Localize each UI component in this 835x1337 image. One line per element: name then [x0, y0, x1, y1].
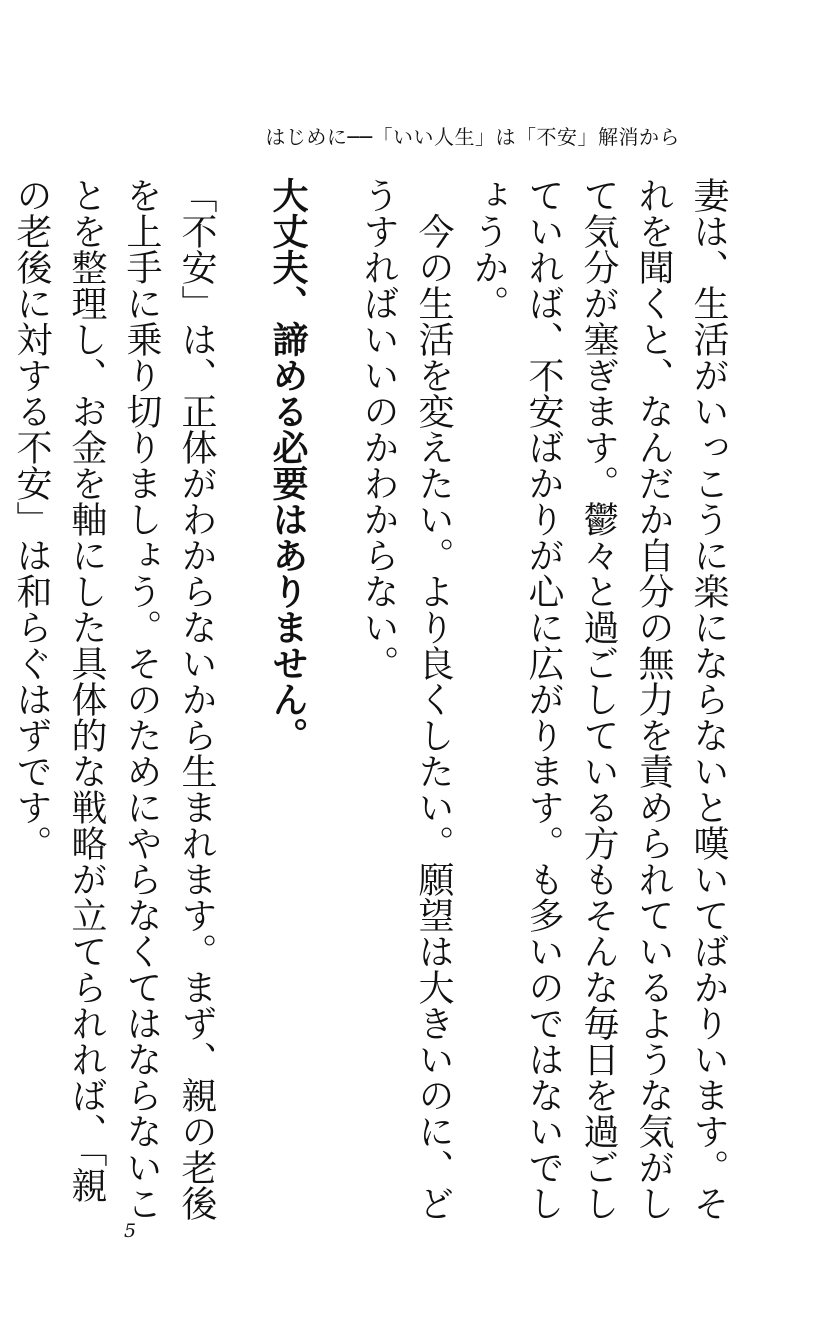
paragraph-1-continuation: も多いのではないでしょうか。: [468, 177, 564, 1221]
paragraph-4: [0, 177, 4, 1227]
body-text: [11, 177, 736, 1227]
paragraph-1: [461, 177, 736, 1227]
paragraph-2: 今の生活を変えたい。より良くしたい。願望は大きいのに、どうすればいいのかわからない。: [358, 177, 454, 1221]
paragraph-3: 「不安」は、正体がわからないから生まれます。まず、親の老後を上手に乗り切りましょう。そのためにやらなくてはならないことを整理し、お金を軸にした具体的な戦略が立てられれば、「親の老後に対する不安」は和らぐはずです。: [11, 177, 217, 1221]
paragraph-1-text: 妻は、生活がいっこうに楽にならないと嘆いてばかりいます。それを聞くと、なんだか自分の無力を責められているような気がして気分が塞ぎます。鬱々と過ごしている方もそんな毎日を過ごしていれば、不安ばかりが心に広がります。: [523, 177, 729, 1221]
page-number: 5: [124, 1220, 137, 1242]
section-heading: 大丈夫、諦める必要はありません。: [267, 177, 308, 753]
running-head: はじめに──「いい人生」は「不安」解消から: [265, 125, 680, 149]
